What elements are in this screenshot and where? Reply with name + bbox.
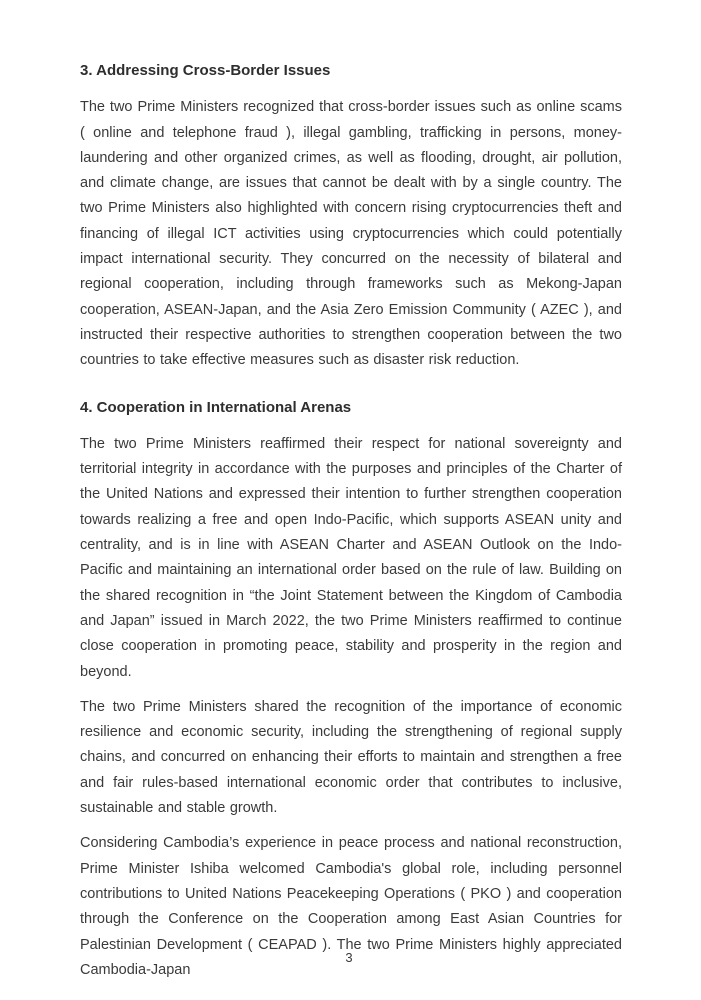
section-international-arenas — [80, 395, 622, 984]
paragraph: Considering Cambodia’s experience in peace process and national reconstruction, Prime Minister Ishiba welcomed Cambodia's global role, including personnel contributions to United Nations Peacekeeping Operations ( PKO ) and cooperation through the Conference on the Cooperation among East Asian Countries for Palestinian Development ( CEAPAD ). The two Prime Ministers highly appreciated Cambodia-Japan — [80, 835, 622, 978]
paragraph: The two Prime Ministers shared the recognition of the importance of economic resilience and economic security, including the strengthening of regional supply chains, and concurred on enhancing their efforts to maintain and strengthen a free and fair rules-based international economic order that contributes to inclusive, sustainable and stable growth. — [80, 698, 622, 817]
section-cross-border-issues — [80, 58, 622, 374]
section-heading: 4. Cooperation in International Arenas — [80, 398, 352, 416]
paragraph: The two Prime Ministers reaffirmed their respect for national sovereignty and territorial integrity in accordance with the purposes and principles of the Charter of the United Nations and expressed their intention to further strengthen cooperation towards realizing a free and open Indo-Pacific, which supports ASEAN unity and centrality, and is in line with ASEAN Charter and ASEAN Outlook on the Indo-Pacific and maintaining an international order based on the rule of law. Building on the shared recognition in “the Joint Statement between the Kingdom of Cambodia and Japan” issued in March 2022, the two Prime Ministers reaffirmed to continue close cooperation in promoting peace, stability and prosperity in the region and beyond. — [80, 435, 622, 680]
page-number: 3 — [345, 950, 353, 965]
section-heading: 3. Addressing Cross-Border Issues — [80, 62, 331, 79]
paragraph: The two Prime Ministers recognized that cross-border issues such as online scams ( online and telephone fraud ), illegal gambling, trafficking in persons, money-laundering and other organized crimes, as well as flooding, drought, air pollution, and climate change, are issues that cannot be dealt with by a single country. The two Prime Ministers also highlighted with concern rising cryptocurrencies theft and financing of illegal ICT activities using cryptocurrencies which could potentially impact international security. They concurred on the necessity of bilateral and regional cooperation, including through frameworks such as Mekong-Japan cooperation, ASEAN-Japan, and the Asia Zero Emission Community ( AZEC ), and instructed their respective authorities to strengthen cooperation between the two countries to take effective measures such as disaster risk reduction. — [80, 99, 622, 369]
